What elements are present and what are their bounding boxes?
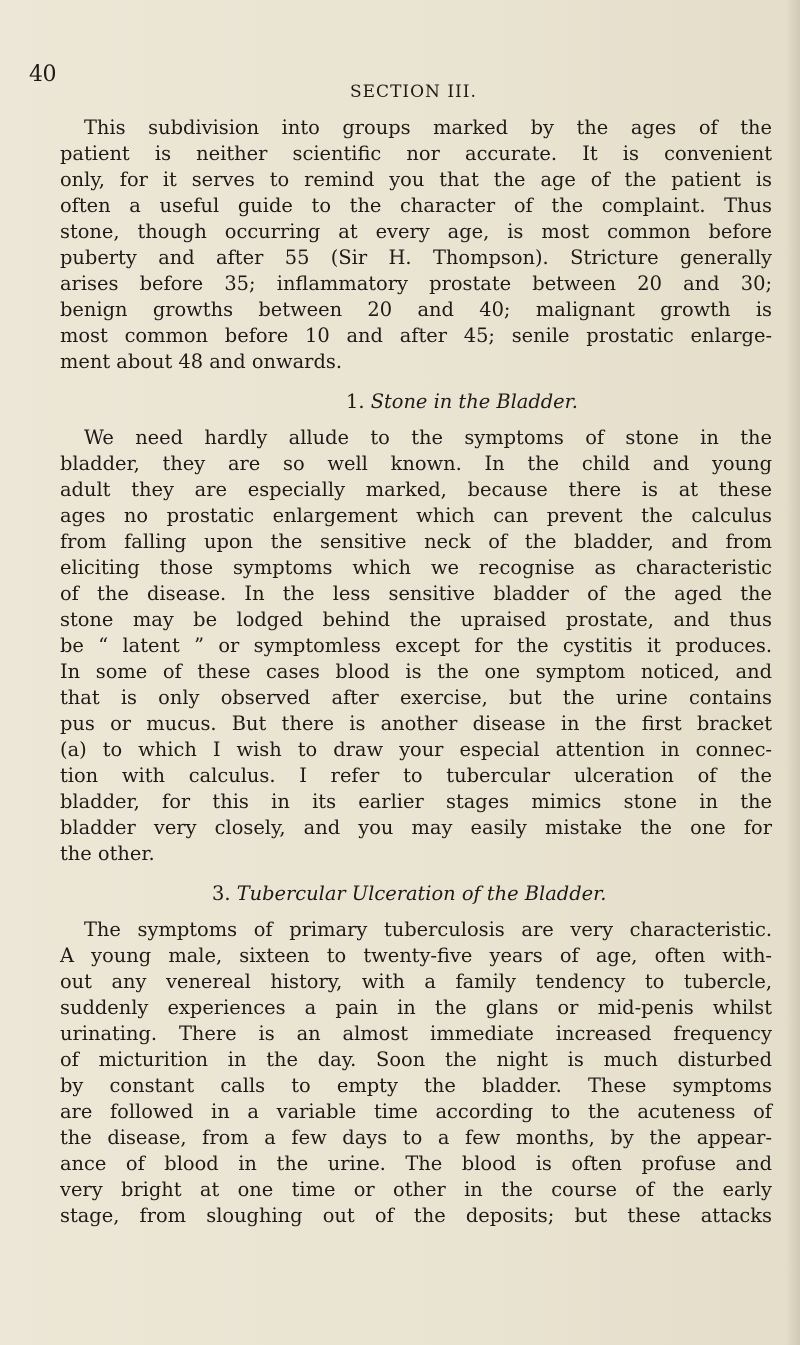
body-text xyxy=(60,115,772,1229)
text-line: that is only observed after exercise, but the urine contains xyxy=(60,686,772,709)
text-line: by constant calls to empty the bladder. These symptoms xyxy=(60,1074,772,1097)
text-line: We need hardly allude to the symptoms of stone in the xyxy=(84,426,772,449)
section-heading-tubercular xyxy=(60,881,772,907)
text-line: only, for it serves to remind you that the age of the patient is xyxy=(60,168,772,191)
text-line: ance of blood in the urine. The blood is often profuse and xyxy=(60,1152,772,1175)
text-line: stage, from sloughing out of the deposits; but these attacks xyxy=(60,1204,772,1227)
text-line: bladder very closely, and you may easily mistake the one for xyxy=(60,816,772,839)
text-line: urinating. There is an almost immediate increased frequency xyxy=(60,1022,772,1045)
text-line: eliciting those symptoms which we recognise as characteristic xyxy=(60,556,772,579)
heading-title: Stone in the Bladder. xyxy=(370,390,578,413)
text-line: are followed in a variable time according to the acuteness of xyxy=(60,1100,772,1123)
text-line: stone may be lodged behind the upraised prostate, and thus xyxy=(60,608,772,631)
page-edge-shadow xyxy=(786,0,800,1345)
text-line: (a) to which I wish to draw your especial attention in connec- xyxy=(60,738,772,761)
paragraph-tubercular xyxy=(60,917,772,1229)
text-line: often a useful guide to the character of the complaint. Thus xyxy=(60,194,772,217)
section-heading-stone xyxy=(60,389,772,415)
text-line: benign growths between 20 and 40; malignant growth is xyxy=(60,298,772,321)
page-number: 40 xyxy=(29,62,56,87)
text-line: bladder, for this in its earlier stages mimics stone in the xyxy=(60,790,772,813)
heading-number: 3. xyxy=(212,882,231,905)
text-line: stone, though occurring at every age, is most common before xyxy=(60,220,772,243)
text-line: of micturition in the day. Soon the night is much disturbed xyxy=(60,1048,772,1071)
heading-title: Tubercular Ulceration of the Bladder. xyxy=(236,882,607,905)
paragraph-age-groups xyxy=(60,115,772,375)
text-line: pus or mucus. But there is another disease in the first bracket xyxy=(60,712,772,735)
text-line: be “ latent ” or symptomless except for the cystitis it produces. xyxy=(60,634,772,657)
text-line: out any venereal history, with a family tendency to tubercle, xyxy=(60,970,772,993)
running-head: SECTION III. xyxy=(350,82,477,102)
text-line: the other. xyxy=(60,842,155,865)
text-line: from falling upon the sensitive neck of the bladder, and from xyxy=(60,530,772,553)
text-line: This subdivision into groups marked by the ages of the xyxy=(84,116,772,139)
text-line: patient is neither scientific nor accurate. It is convenient xyxy=(60,142,772,165)
text-line: In some of these cases blood is the one symptom noticed, and xyxy=(60,660,772,683)
text-line: A young male, sixteen to twenty-five years of age, often with- xyxy=(60,944,772,967)
text-line: the disease, from a few days to a few months, by the appear- xyxy=(60,1126,772,1149)
text-line: ages no prostatic enlargement which can prevent the calculus xyxy=(60,504,772,527)
text-line: most common before 10 and after 45; senile prostatic enlarge- xyxy=(60,324,772,347)
heading-number: 1. xyxy=(346,390,365,413)
text-line: arises before 35; inflammatory prostate between 20 and 30; xyxy=(60,272,772,295)
text-line: puberty and after 55 (Sir H. Thompson). Stricture generally xyxy=(60,246,772,269)
text-line: bladder, they are so well known. In the child and young xyxy=(60,452,772,475)
text-line: very bright at one time or other in the course of the early xyxy=(60,1178,772,1201)
text-line: ment about 48 and onwards. xyxy=(60,350,342,373)
text-line: The symptoms of primary tuberculosis are very characteristic. xyxy=(84,918,772,941)
text-line: adult they are especially marked, because there is at these xyxy=(60,478,772,501)
text-line: of the disease. In the less sensitive bladder of the aged the xyxy=(60,582,772,605)
paragraph-stone xyxy=(60,425,772,867)
text-line: tion with calculus. I refer to tubercular ulceration of the xyxy=(60,764,772,787)
text-line: suddenly experiences a pain in the glans or mid-penis whilst xyxy=(60,996,772,1019)
